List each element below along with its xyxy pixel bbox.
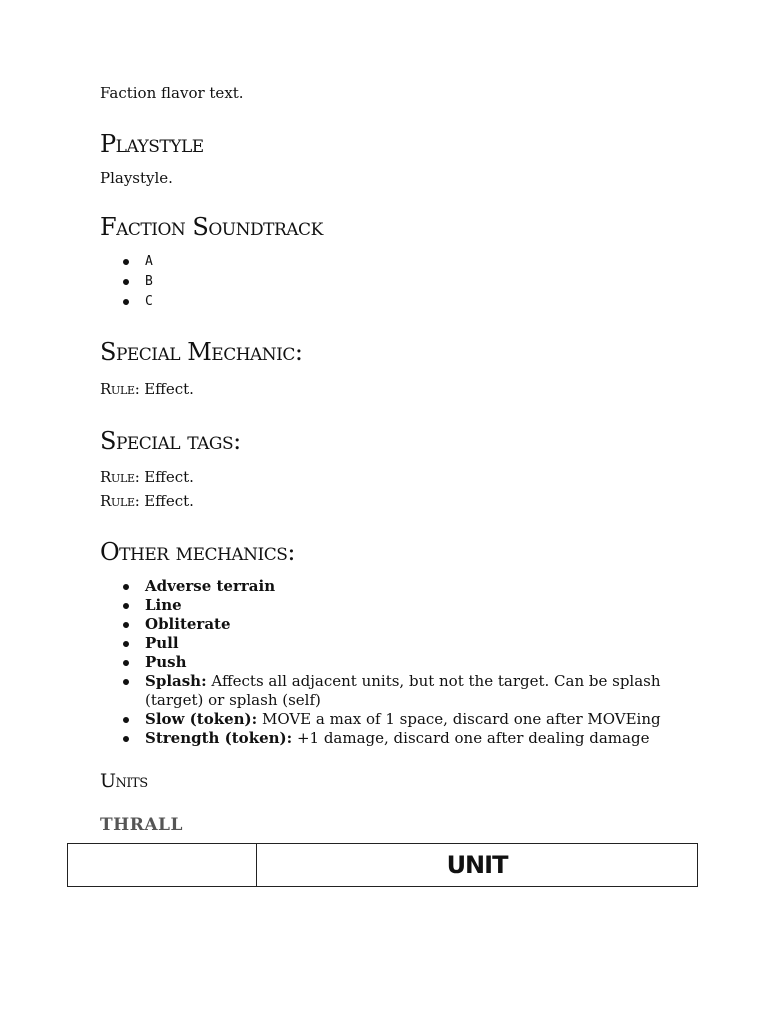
playstyle-heading: Playstyle: [100, 130, 204, 158]
unit-table-header: UNIT: [446, 851, 508, 879]
playstyle-text: Playstyle.: [100, 169, 173, 187]
special-mechanic-heading: Special Mechanic:: [100, 338, 303, 366]
bullet-icon: [123, 584, 129, 590]
rule-label: Rule:: [100, 492, 140, 510]
list-item: Obliterate: [100, 615, 680, 634]
list-item: Push: [100, 653, 680, 672]
unit-table-cell-left: [68, 844, 257, 886]
rule-effect: Effect.: [139, 380, 194, 398]
rule-effect: Effect.: [139, 492, 194, 510]
unit-table: [67, 843, 698, 887]
list-item: Pull: [100, 634, 680, 653]
bullet-icon: [123, 717, 129, 723]
bullet-icon: [123, 279, 129, 285]
soundtrack-list: [100, 252, 680, 312]
bullet-icon: [123, 622, 129, 628]
special-tags-rule-1: [100, 468, 194, 487]
bullet-icon: [123, 660, 129, 666]
list-item: Slow (token): MOVE a max of 1 space, discard one after MOVEing: [100, 710, 680, 729]
unit-name: THRALL: [100, 815, 183, 835]
rule-label: Rule:: [100, 468, 140, 486]
bullet-icon: [123, 603, 129, 609]
bullet-icon: [123, 259, 129, 265]
list-item: Strength (token): +1 damage, discard one after dealing damage: [100, 729, 680, 748]
other-mechanics-list: [100, 577, 680, 748]
list-item: C: [100, 292, 680, 312]
list-item: Line: [100, 596, 680, 615]
bullet-icon: [123, 736, 129, 742]
bullet-icon: [123, 641, 129, 647]
special-tags-rule-2: [100, 492, 194, 511]
units-heading: Units: [100, 770, 148, 792]
special-tags-heading: Special tags:: [100, 427, 241, 455]
soundtrack-heading: Faction Soundtrack: [100, 213, 323, 241]
list-item: A: [100, 252, 680, 272]
rule-effect: Effect.: [139, 468, 194, 486]
special-mechanic-rule: [100, 380, 194, 399]
rule-label: Rule:: [100, 380, 140, 398]
list-item: Adverse terrain: [100, 577, 680, 596]
list-item: Splash: Affects all adjacent units, but not the target. Can be splash (target) or splash (self): [100, 672, 680, 710]
bullet-icon: [123, 679, 129, 685]
other-mechanics-heading: Other mechanics:: [100, 538, 295, 566]
intro-text: Faction flavor text.: [100, 84, 244, 102]
list-item: B: [100, 272, 680, 292]
bullet-icon: [123, 299, 129, 305]
